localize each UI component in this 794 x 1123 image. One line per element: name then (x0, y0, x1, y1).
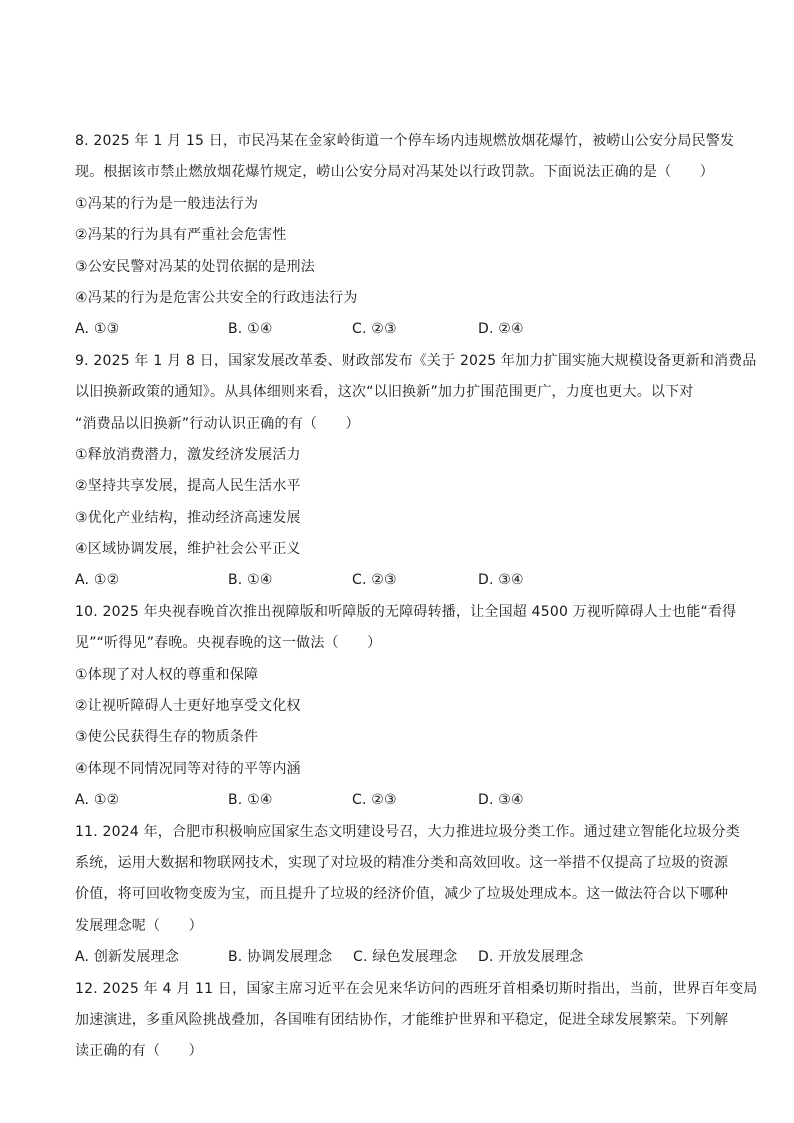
option-b: B. ①④ (228, 572, 273, 589)
statement: ③优化产业结构，推动经济高速发展 (75, 509, 301, 526)
question-stem-line: 12. 2025 年 4 月 11 日，国家主席习近平在会见来华访问的西班牙首相桑切斯时指出，当前，世界百年变局 (75, 980, 758, 997)
question-stem-line: 价值，将可回收物变废为宝，而且提升了垃圾的经济价值，减少了垃圾处理成本。这一做法符合以下哪种 (75, 886, 729, 903)
statement: ②坚持共享发展，提高人民生活水平 (75, 478, 301, 495)
question-stem-line: 发展理念呢（ ） (75, 917, 203, 934)
question-stem-line: 以旧换新政策的通知》。从具体细则来看，这次“以旧换新”加力扩围范围更广，力度也更大。以下对 (75, 384, 694, 401)
question-stem-line: “消费品以旧换新”行动认识正确的有（ ） (75, 415, 360, 432)
option-a: A. 创新发展理念 (75, 949, 180, 966)
question-11 (75, 817, 740, 974)
statement: ①体现了对人权的尊重和保障 (75, 666, 259, 683)
question-stem-line: 见”“听得见”春晚。央视春晚的这一做法（ ） (75, 635, 382, 652)
statement: ②让视听障碍人士更好地享受文化权 (75, 698, 301, 715)
question-12 (75, 974, 758, 1068)
exam-page (75, 126, 758, 1068)
question-8 (75, 126, 735, 346)
option-c: C. ②③ (352, 792, 397, 809)
question-stem-line: 加速演进，多重风险挑战叠加，各国唯有团结协作，才能维护世界和平稳定，促进全球发展繁荣。下列解 (75, 1011, 729, 1028)
question-stem-line: 10. 2025 年央视春晚首次推出视障版和听障版的无障碍转播，让全国超 4500 万视听障碍人士也能“看得 (75, 603, 737, 620)
statement: ②冯某的行为具有严重社会危害性 (75, 227, 287, 244)
option-a: A. ①③ (75, 321, 120, 338)
question-stem-line: 读正确的有（ ） (75, 1043, 203, 1060)
answer-options (75, 942, 725, 973)
question-stem-line: 系统，运用大数据和物联网技术，实现了对垃圾的精准分类和高效回收。这一举措不仅提高了垃圾的资源 (75, 854, 729, 871)
question-stem-line: 8. 2025 年 1 月 15 日，市民冯某在金家岭街道一个停车场内违规燃放烟花爆竹，被崂山公安分局民警发 (75, 133, 735, 149)
answer-options (75, 565, 725, 596)
option-c: C. 绿色发展理念 (353, 949, 458, 966)
statement: ①释放消费潜力，激发经济发展活力 (75, 446, 301, 463)
option-a: A. ①② (75, 572, 120, 589)
question-stem-line: 11. 2024 年，合肥市积极响应国家生态文明建设号召，大力推进垃圾分类工作。通过建立智能化垃圾分类 (75, 823, 740, 840)
option-b: B. ①④ (228, 792, 273, 809)
option-d: D. ③④ (478, 792, 524, 809)
option-d: D. ②④ (478, 321, 524, 338)
answer-options (75, 785, 725, 816)
option-b: B. ①④ (228, 321, 273, 338)
statement: ①冯某的行为是一般违法行为 (75, 195, 259, 212)
option-c: C. ②③ (352, 321, 397, 338)
option-d: D. ③④ (478, 572, 524, 589)
statement: ④冯某的行为是危害公共安全的行政违法行为 (75, 289, 358, 306)
statement: ④体现不同情况同等对待的平等内涵 (75, 760, 301, 777)
question-stem-line: 9. 2025 年 1 月 8 日，国家发展改革委、财政部发布《关于 2025 年加力扩围实施大规模设备更新和消费品 (75, 352, 757, 369)
option-c: C. ②③ (352, 572, 397, 589)
option-d: D. 开放发展理念 (478, 949, 584, 966)
option-a: A. ①② (75, 792, 120, 809)
question-stem-line: 现。根据该市禁止燃放烟花爆竹规定，崂山公安分局对冯某处以行政罚款。下面说法正确的是（ ） (75, 164, 714, 181)
answer-options (75, 314, 725, 345)
question-9 (75, 346, 757, 597)
statement: ③使公民获得生存的物质条件 (75, 729, 259, 746)
statement: ③公安民警对冯某的处罚依据的是刑法 (75, 258, 315, 275)
question-10 (75, 597, 737, 817)
statement: ④区域协调发展，维护社会公平正义 (75, 541, 301, 558)
option-b: B. 协调发展理念 (228, 949, 333, 966)
